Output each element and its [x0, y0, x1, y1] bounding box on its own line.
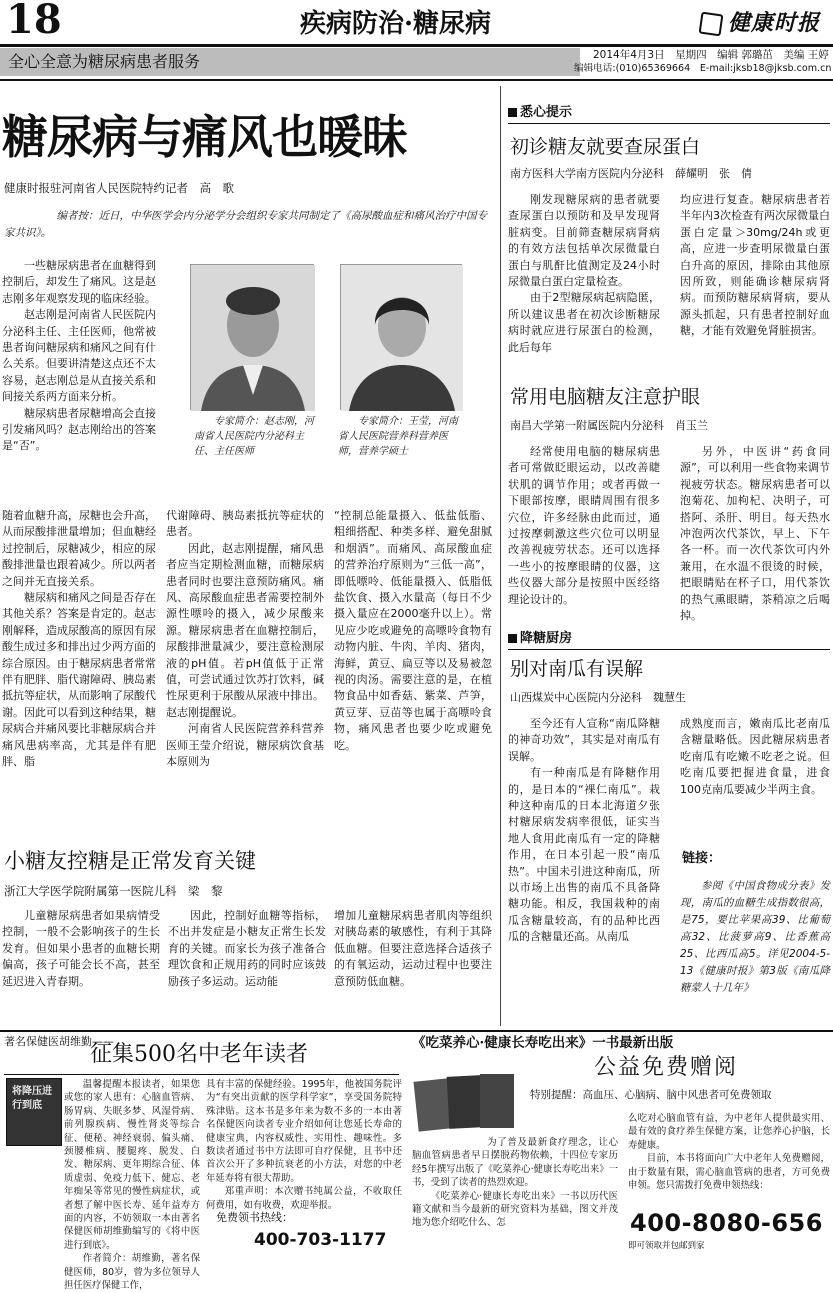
- main-col2: [166, 508, 324, 840]
- ad-left-rule: [4, 1074, 399, 1075]
- paragraph: 糖尿病和痛风之间是否存在其他关系？答案是肯定的。赵志刚解释，造成尿酸高的原因有尿酸生成过多和排出过少两方面的综合原因。由于糖尿病患者常常伴有肥胖、脂代谢障碍、胰岛素抵抗等症状，从而影响了尿酸代谢。因此可以看到这种结果，糖尿病合并痛风要比非糖尿病合并痛风患病率高，尤其是伴有肥胖、脂: [2, 591, 156, 769]
- section-title: 疾病防治·糖尿病: [300, 9, 492, 39]
- tag-kitchen: [508, 630, 572, 649]
- column-divider: [500, 86, 501, 1026]
- right-top-col1: [508, 192, 660, 368]
- paragraph: 糖尿病患者尿糖增高会直接引发痛风吗？赵志刚给出的答案是“否”。: [2, 406, 156, 453]
- book-cover-title: 将降压进行到底: [12, 1086, 52, 1111]
- child-col2: [168, 908, 326, 1038]
- meta-line-2: 编辑电话:(010)65369664 E-mail:jksb18@jksb.com.cn: [574, 63, 832, 74]
- header-rule: [0, 44, 833, 47]
- right-top-col2: [680, 192, 830, 368]
- disclaimer: 郑重声明：本次赠书纯属公益，不收取任何费用，如有收费，欢迎举报。: [206, 1186, 402, 1211]
- paragraph: 河南省人民医院营养科营养医师王莹介绍说，糖尿病饮食基本原则为: [166, 722, 324, 769]
- photo1-caption: 专家简介：赵志刚，河南省人民医院内分泌科主任、主任医师: [194, 416, 314, 457]
- paragraph: 代谢障碍、胰岛素抵抗等症状的患者。: [166, 509, 324, 539]
- right-bottom-col1: [508, 716, 660, 1028]
- logo-icon: [699, 12, 724, 37]
- paragraph: 至今还有人宣称“南瓜降糖的神奇功效”，其实是对南瓜有误解。: [508, 717, 660, 763]
- photo-wang-ying: [340, 264, 462, 410]
- main-col1-bottom: [2, 508, 156, 840]
- paragraph: 赵志刚是河南省人民医院内分泌科主任、主任医师，他常被患者询问糖尿病和痛风之间有什么关系。但要讲清楚这点还不太容易，赵志刚总是从直接关系和间接关系两方面来分析。: [2, 308, 156, 404]
- child-col1: [2, 908, 160, 1038]
- photo2-caption: 专家简介：王莹，河南省人民医院营养科营养医师，营养学硕士: [338, 416, 458, 457]
- tag-rule: [508, 123, 830, 124]
- tag-label: 悉心提示: [520, 105, 573, 120]
- brand-logo: [700, 8, 820, 40]
- right-mid-headline: 常用电脑糖友注意护眼: [510, 386, 701, 408]
- child-col3: [334, 908, 492, 1038]
- right-mid-col1: [508, 444, 660, 608]
- paragraph: 参阅《中国食物成分表》发现，南瓜的血糖生成指数很高，是75，要比苹果高39、比葡萄高32、比菠萝高9、比香蕉高25、比西瓜高5。详见2004-5-13《健康时报》第3版《南瓜降糖蒙人十几年》: [680, 880, 830, 994]
- paragraph: 增加儿童糖尿病患者肌肉等组织对胰岛素的敏感性，有利于其降低血糖。但要注意选择合适孩子的有氧运动，运动过程中也要注意预防低血糖。: [334, 909, 492, 988]
- ad-right-footnote: 即可领取并包邮到家: [628, 1241, 705, 1251]
- main-headline: 糖尿病与痛风也暖昧: [2, 110, 407, 164]
- child-headline: 小糖友控糖是正常发育关键: [4, 849, 256, 873]
- paragraph: 《吃菜养心·健康长寿吃出来》一书以历代医籍文献和当今最新的研究资料为基础，图文并茂地为您介绍吃什么、怎: [412, 1190, 618, 1229]
- book-stack: [412, 1070, 520, 1134]
- paragraph: 儿童糖尿病患者如果病情受控制，一般不会影响孩子的生长发育。但如果小患者的血糖长期偏高，孩子可能会长不高，甚至延迟进入青春期。: [2, 909, 160, 988]
- hotline-label: 免费领书热线：: [216, 1211, 293, 1224]
- paragraph: 由于2型糖尿病起病隐匿，所以建议患者在初次诊断糖尿病时就应进行尿蛋白的检测，此后每年: [508, 291, 660, 354]
- right-top-byline: 南方医科大学南方医院内分泌科 薛耀明 张 倩: [510, 167, 752, 180]
- right-bottom-headline: 别对南瓜有误解: [510, 658, 644, 680]
- paragraph: 成熟度而言，嫩南瓜比老南瓜含糖量略低。因此糖尿病患者吃南瓜有吃嫩不吃老之说。但吃南瓜要把握进食量，进食100克南瓜要减少半两主食。: [680, 717, 830, 796]
- tag-tips: [508, 104, 572, 123]
- paragraph: 另外，中医讲“药食同源”，可以利用一些食物来调节视疲劳状态。糖尿病患者可以泡菊花、加枸杞、决明子，可搭阿、杀肝、明目。每天热水冲泡两次代茶饮，早上、下午各一杯。而一次代茶饮可内外兼用，在水温不很烫的时候，把眼睛贴在杯子口，用代茶饮的热气熏眼睛，茶稍凉之后喝掉。: [680, 445, 830, 623]
- right-mid-col2: [680, 444, 830, 623]
- paragraph: 具有丰富的保健经验。1995年，他被国务院评为“有突出贡献的医学科学家”，享受国务院特殊津贴。这本书是多年来为数不多的一本由著名保健医向读者专业介绍如何让您延长寿命的健康宝典，内容权威性、实用性、趣味性。多数读者通过书中方法即可自疗保健，且书中还首次公开了多种抗衰老的小方法，对您的中老年延寿将有很大帮助。: [206, 1079, 402, 1184]
- ad-left-intro: 著名保健医胡维勤——: [4, 1035, 114, 1048]
- main-col1-top: [2, 258, 156, 508]
- child-byline: 浙江大学医学院附属第一医院儿科 梁 黎: [4, 884, 223, 898]
- slogan: 全心全意为糖尿病患者服务: [8, 52, 201, 71]
- paragraph: “控制总能量摄入、低盐低脂、粗细搭配、种类多样、避免甜腻和烟酒”。而痛风、高尿酸血症的营养治疗原则为“三低一高”，即低嘌呤、低能量摄入、低脂低盐饮食、摄入水量高（每日不少摄入量应在2000毫升以上）。常见应少吃或避免的高嘌呤食物有动物内脏、牛肉、羊肉、猪肉，海鲜，黄豆、扁豆等以及易被忽视的肉汤。需要注意的是，在植物食品中如香菇、紫菜、芦笋，黄豆芽、豆苗等也属于高嘌呤食物，痛风患者也要少吃或避免吃。: [334, 509, 492, 752]
- square-bullet-icon: [508, 634, 517, 643]
- portrait-woman: [341, 265, 463, 411]
- tag-label: 降糖厨房: [520, 631, 573, 646]
- editor-note: 编者按：近日，中华医学会内分泌学分会组织专家共同制定了《高尿酸血症和痛风治疗中国专家共识》。: [4, 210, 487, 239]
- header-bottom-rule: [0, 79, 833, 81]
- ad-right-notice: 特别提醒：高血压、心脑病、脑中风患者可免费领取: [530, 1089, 772, 1101]
- tag-rule: [508, 649, 830, 650]
- hotline-number-left[interactable]: 400-703-1177: [254, 1230, 387, 1250]
- hotline-number-right[interactable]: 400-8080-656: [630, 1209, 823, 1237]
- main-byline: 健康时报驻河南省人民医院特约记者 高 歌: [4, 181, 234, 195]
- meta-line-1: 2014年4月3日 星期四 编辑 郭璐茁 美编 王婷: [593, 49, 829, 61]
- link-title: 链接：: [682, 851, 722, 866]
- square-bullet-icon: [508, 108, 517, 117]
- paragraph: 目前，本书将面向广大中老年人免费赠阅，由于数量有限，需心脑血管病的患者，方可免费申领。您只需拨打免费申领热线：: [628, 1153, 830, 1192]
- paragraph: 么吃对心脑血管有益，为中老年人提供最实用、最有效的食疗养生保健方案，让您养心护脑，长寿健康。: [628, 1113, 830, 1151]
- right-mid-byline: 南昌大学第一附属医院内分泌科 肖玉兰: [510, 419, 708, 432]
- paragraph: 经常使用电脑的糖尿病患者可常做眨眼运动，以改善睫状肌的调节作用；或者再做一下眼部按摩，眼睛周围有很多穴位，许多经脉由此而过，通过按摩刺激这些穴位可以明显改善视疲劳状态。还可以选择一些小的按摩眼睛的仪器，这些仪器大部分是按照中医经络理论设计的。: [508, 445, 660, 606]
- paragraph: 随着血糖升高，尿糖也会升高，从而尿酸排泄量增加；但血糖经过控制后，尿糖减少，相应的尿酸排泄量也跟着减少。所以两者之间并无直接关系。: [2, 509, 156, 588]
- paragraph: 一些糖尿病患者在血糖得到控制后，却发生了痛风。这是赵志刚多年观察发现的临床经验。: [2, 259, 156, 305]
- paragraph: 温馨提醒本报读者，如果您或您的家人患有：心脑血管病、肠胃病、失眠多梦、风湿骨病、前列腺疾病、慢性肾炎等综合征、便秘、神经衰弱、偏头痛、颈腰椎病、腰腿疼、脱发、白发、糖尿病、更年期综合征、体质虚弱、免疫力低下、健忘、老年痴呆等常见的慢性病症状，或者想了解中医长寿、延年益寿方面的内容，不妨领取一本由著名保健医师胡维勤编写的《将中医进行到底》。: [64, 1079, 200, 1251]
- paragraph: 为了普及最新食疗理念，让心脑血管病患者早日摆脱药物依赖，十四位专家历经5年撰写出版了《吃菜养心·健康长寿吃出来》一书，受到了读者的热烈欢迎。: [412, 1137, 618, 1189]
- ad-left-headline: 征集500名中老年读者: [90, 1042, 308, 1067]
- author-intro: 作者简介：胡维勤，著名保健医师，80岁，曾为多位领导人担任医疗保健工作，: [64, 1253, 200, 1292]
- page-number: 18: [6, 0, 62, 43]
- paragraph: 有一种南瓜是有降糖作用的，是日本的“裸仁南瓜”。栽种这种南瓜的日本北海道夕张村糖尿病发病率很低，证实当地人食用此南瓜有一定的降糖作用，在日本引起一股“南瓜热”。中国未引进这种南瓜，所以市场上出售的南瓜不具备降糖功能。相反，我国栽种的南瓜含糖量较高，有的品种比西瓜的含糖量还高。从南瓜: [508, 766, 660, 944]
- ad-right-col-right: [628, 1112, 830, 1192]
- paragraph: 因此，赵志刚提醒，痛风患者应当定期检测血糖，而糖尿病患者同时也要注意预防痛风。痛风、高尿酸血症患者需要控制外源性嘌呤的摄入，减少尿酸来源。糖尿病患者在血糖控制后，尿酸排泄量减少，要注意检测尿液的pH值。若pH值低于正常值，可尝试通过饮苏打饮料，碱性尿更利于尿酸从尿液中排出。赵志刚提醒说。: [166, 541, 324, 719]
- paragraph: 因此，控制好血糖等指标，不出并发症是小糖友正常生长发育的关键。而家长为孩子准备合理饮食和正规用药的同时应该鼓励孩子多运动。运动能: [168, 909, 326, 988]
- right-bottom-byline: 山西煤炭中心医院内分泌科 魏慧生: [510, 691, 686, 704]
- paragraph: 均应进行复查。糖尿病患者若半年内3次检查有两次尿微量白蛋白定量＞30mg/24h或更高，应进一步查明尿微量白蛋白升高的原因，排除由其他原因所致，则能确诊糖尿病肾病。而预防糖尿病肾病，要从源头抓起，只有患者控制好血糖，才能有效避免肾脏损害。: [680, 193, 830, 338]
- ad-divider: [0, 1030, 833, 1032]
- book-cover: [6, 1078, 62, 1146]
- book-stack-image: [412, 1070, 520, 1134]
- ad-right-big-title: 公益免费赠阅: [594, 1055, 739, 1080]
- ad-right-col-left: [412, 1136, 618, 1230]
- paragraph: 刚发现糖尿病的患者就要查尿蛋白以预防和及早发现肾脏病变。目前筛查糖尿病肾病的有效方法包括单次尿微量白蛋白与肌酐比值测定及24小时尿微量白蛋白定量检查。: [508, 193, 660, 289]
- portrait-man: [191, 265, 315, 411]
- main-col3: [334, 508, 492, 840]
- brand-name: 健康时报: [728, 10, 821, 36]
- ad-left-col2: [206, 1078, 402, 1212]
- right-bottom-col2: [680, 716, 830, 816]
- ad-left-col1: [64, 1078, 200, 1293]
- link-text: [680, 878, 830, 1028]
- right-top-headline: 初诊糖友就要查尿蛋白: [510, 136, 701, 158]
- ad-right-top-title: 《吃菜养心·健康长寿吃出来》一书最新出版: [412, 1035, 674, 1051]
- photo-zhao-zhigang: [190, 264, 314, 410]
